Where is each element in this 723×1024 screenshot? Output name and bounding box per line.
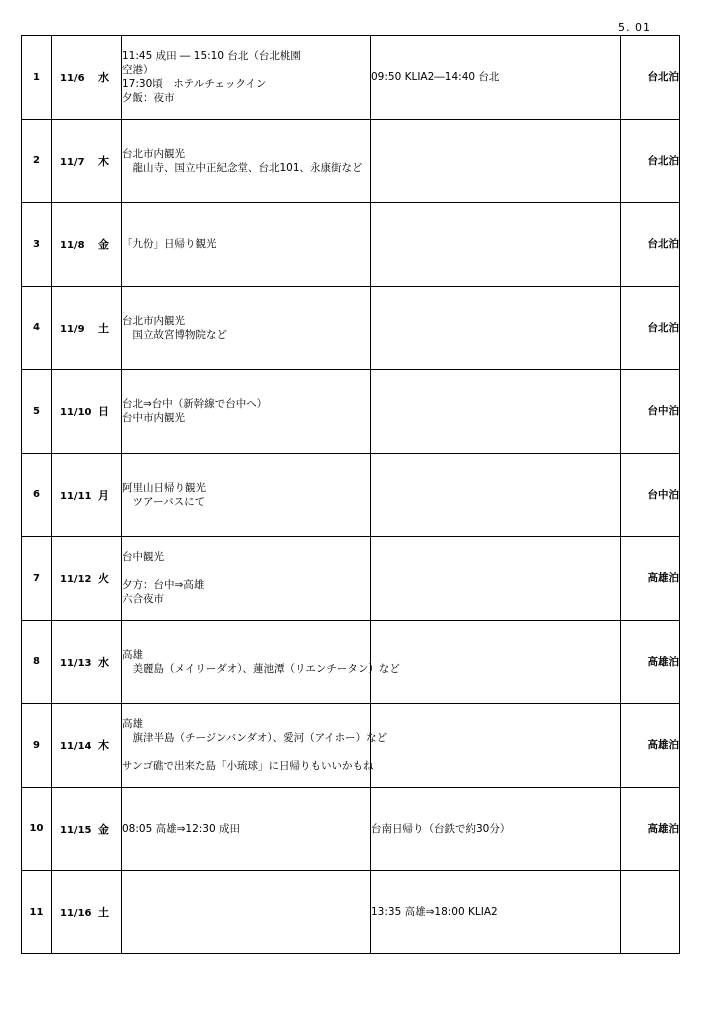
overnight-stay: 高雄泊 xyxy=(621,620,680,704)
day-date: 11/13 xyxy=(60,657,92,669)
day-alternate-plan xyxy=(371,203,621,287)
document-version: 5. 01 xyxy=(618,21,651,34)
day-alternate-plan xyxy=(371,453,621,537)
day-row xyxy=(22,620,680,704)
itinerary-table xyxy=(21,35,680,954)
day-alternate-plan xyxy=(371,704,621,788)
day-plan xyxy=(122,119,371,203)
plan-line: 台北市内観光 xyxy=(122,314,185,327)
day-row xyxy=(22,704,680,788)
day-alternate-plan xyxy=(371,119,621,203)
day-date-cell xyxy=(52,370,122,454)
day-date: 11/6 xyxy=(60,73,85,85)
day-date-cell xyxy=(52,787,122,871)
plan-line: 「九份」日帰り観光 xyxy=(122,238,217,251)
day-plan xyxy=(122,787,371,871)
day-row xyxy=(22,119,680,203)
day-number: 5 xyxy=(22,370,52,454)
overnight-stay xyxy=(621,871,680,954)
plan-line: 夕飯：夜市 xyxy=(122,92,175,105)
day-date-cell xyxy=(52,537,122,621)
day-weekday: 月 xyxy=(98,488,109,502)
itinerary-body xyxy=(22,36,680,954)
day-alternate-plan xyxy=(371,370,621,454)
alternate-line: 09:50 KLIA2―14:40 台北 xyxy=(371,71,500,84)
day-row xyxy=(22,871,680,954)
day-date-cell xyxy=(52,620,122,704)
day-number: 11 xyxy=(22,871,52,954)
day-weekday: 土 xyxy=(98,321,109,335)
overnight-stay: 台北泊 xyxy=(621,286,680,370)
plan-line: 台中市内観光 xyxy=(122,412,185,425)
day-row xyxy=(22,286,680,370)
plan-line: 17:30頃 ホテルチェックイン xyxy=(122,78,267,91)
day-date-cell xyxy=(52,119,122,203)
overnight-stay: 台中泊 xyxy=(621,370,680,454)
day-weekday: 木 xyxy=(98,154,109,168)
day-row xyxy=(22,787,680,871)
day-row xyxy=(22,36,680,120)
day-number: 8 xyxy=(22,620,52,704)
day-date: 11/9 xyxy=(60,323,85,335)
day-number: 4 xyxy=(22,286,52,370)
overnight-stay: 台北泊 xyxy=(621,36,680,120)
day-number: 7 xyxy=(22,537,52,621)
day-date: 11/14 xyxy=(60,741,92,753)
day-plan xyxy=(122,704,388,788)
plan-line: 六合夜市 xyxy=(122,593,164,606)
day-weekday: 日 xyxy=(98,405,109,419)
day-row xyxy=(22,203,680,287)
day-date-cell xyxy=(52,286,122,370)
plan-line: 国立故宮博物院など xyxy=(122,328,227,341)
day-plan xyxy=(122,537,371,621)
day-weekday: 金 xyxy=(98,238,109,252)
plan-line: 高雄 xyxy=(122,648,143,661)
overnight-stay: 台北泊 xyxy=(621,119,680,203)
day-plan xyxy=(122,453,371,537)
day-number: 2 xyxy=(22,119,52,203)
day-row xyxy=(22,370,680,454)
plan-line: 阿里山日帰り観光 xyxy=(122,481,206,494)
plan-line: 龍山寺、国立中正紀念堂、台北101、永康街など xyxy=(122,161,363,174)
day-date: 11/12 xyxy=(60,574,92,586)
day-weekday: 水 xyxy=(98,655,109,669)
alternate-line: 台南日帰り（台鉄で約30分） xyxy=(371,822,511,835)
alternate-line: 13:35 高雄⇒18:00 KLIA2 xyxy=(371,906,498,918)
plan-line: ツアーバスにて xyxy=(122,495,206,508)
day-weekday: 水 xyxy=(98,71,109,85)
day-row xyxy=(22,453,680,537)
day-plan xyxy=(122,370,371,454)
day-alternate-plan xyxy=(371,537,621,621)
day-number: 6 xyxy=(22,453,52,537)
plan-line: 11:45 成田 ― 15:10 台北（台北桃園 xyxy=(122,50,301,63)
day-date-cell xyxy=(52,203,122,287)
day-date: 11/7 xyxy=(60,156,85,168)
day-plan xyxy=(122,286,371,370)
day-number: 9 xyxy=(22,704,52,788)
day-weekday: 土 xyxy=(98,906,109,919)
plan-line: 台中観光 xyxy=(122,551,164,564)
plan-line: 旗津半島（チージンバンダオ）、愛河（アイホー）など xyxy=(122,732,388,745)
day-plan xyxy=(122,36,371,120)
plan-line: 高雄 xyxy=(122,718,143,731)
day-row xyxy=(22,537,680,621)
overnight-stay: 台北泊 xyxy=(621,203,680,287)
day-date: 11/8 xyxy=(60,240,85,252)
plan-spacer xyxy=(122,745,370,759)
plan-line: 08:05 高雄⇒12:30 成田 xyxy=(122,822,240,835)
overnight-stay: 高雄泊 xyxy=(621,537,680,621)
plan-line: 台北市内観光 xyxy=(122,147,185,160)
day-number: 10 xyxy=(22,787,52,871)
day-date-cell xyxy=(52,704,122,788)
day-weekday: 火 xyxy=(98,572,109,586)
plan-line: 夕方：台中⇒高雄 xyxy=(122,579,205,592)
day-date: 11/16 xyxy=(60,908,92,919)
plan-line: 美麗島（メイリーダオ）、蓮池潭（リエンチータン）など xyxy=(122,662,400,675)
day-date-cell xyxy=(52,36,122,120)
overnight-stay: 台中泊 xyxy=(621,453,680,537)
plan-line: 台北⇒台中（新幹線で台中へ） xyxy=(122,398,268,411)
day-weekday: 木 xyxy=(98,739,109,753)
day-number: 3 xyxy=(22,203,52,287)
day-alternate-plan xyxy=(371,787,621,871)
overnight-stay: 高雄泊 xyxy=(621,787,680,871)
day-plan xyxy=(122,620,400,704)
overnight-stay: 高雄泊 xyxy=(621,704,680,788)
day-alternate-plan xyxy=(371,36,621,120)
day-date-cell xyxy=(52,453,122,537)
day-date-cell xyxy=(52,871,122,954)
day-alternate-plan xyxy=(371,286,621,370)
day-alternate-plan xyxy=(371,871,621,954)
day-plan xyxy=(122,203,371,287)
day-weekday: 金 xyxy=(98,822,109,836)
plan-line: サンゴ礁で出来た島「小琉球」に日帰りもいいかもね xyxy=(122,760,374,773)
day-number: 1 xyxy=(22,36,52,120)
day-alternate-plan xyxy=(371,620,621,704)
plan-line: 空港） xyxy=(122,64,154,77)
plan-spacer xyxy=(122,564,370,578)
day-plan xyxy=(122,871,371,954)
day-date: 11/11 xyxy=(60,490,92,502)
day-date: 11/10 xyxy=(60,407,92,419)
day-date: 11/15 xyxy=(60,824,92,836)
